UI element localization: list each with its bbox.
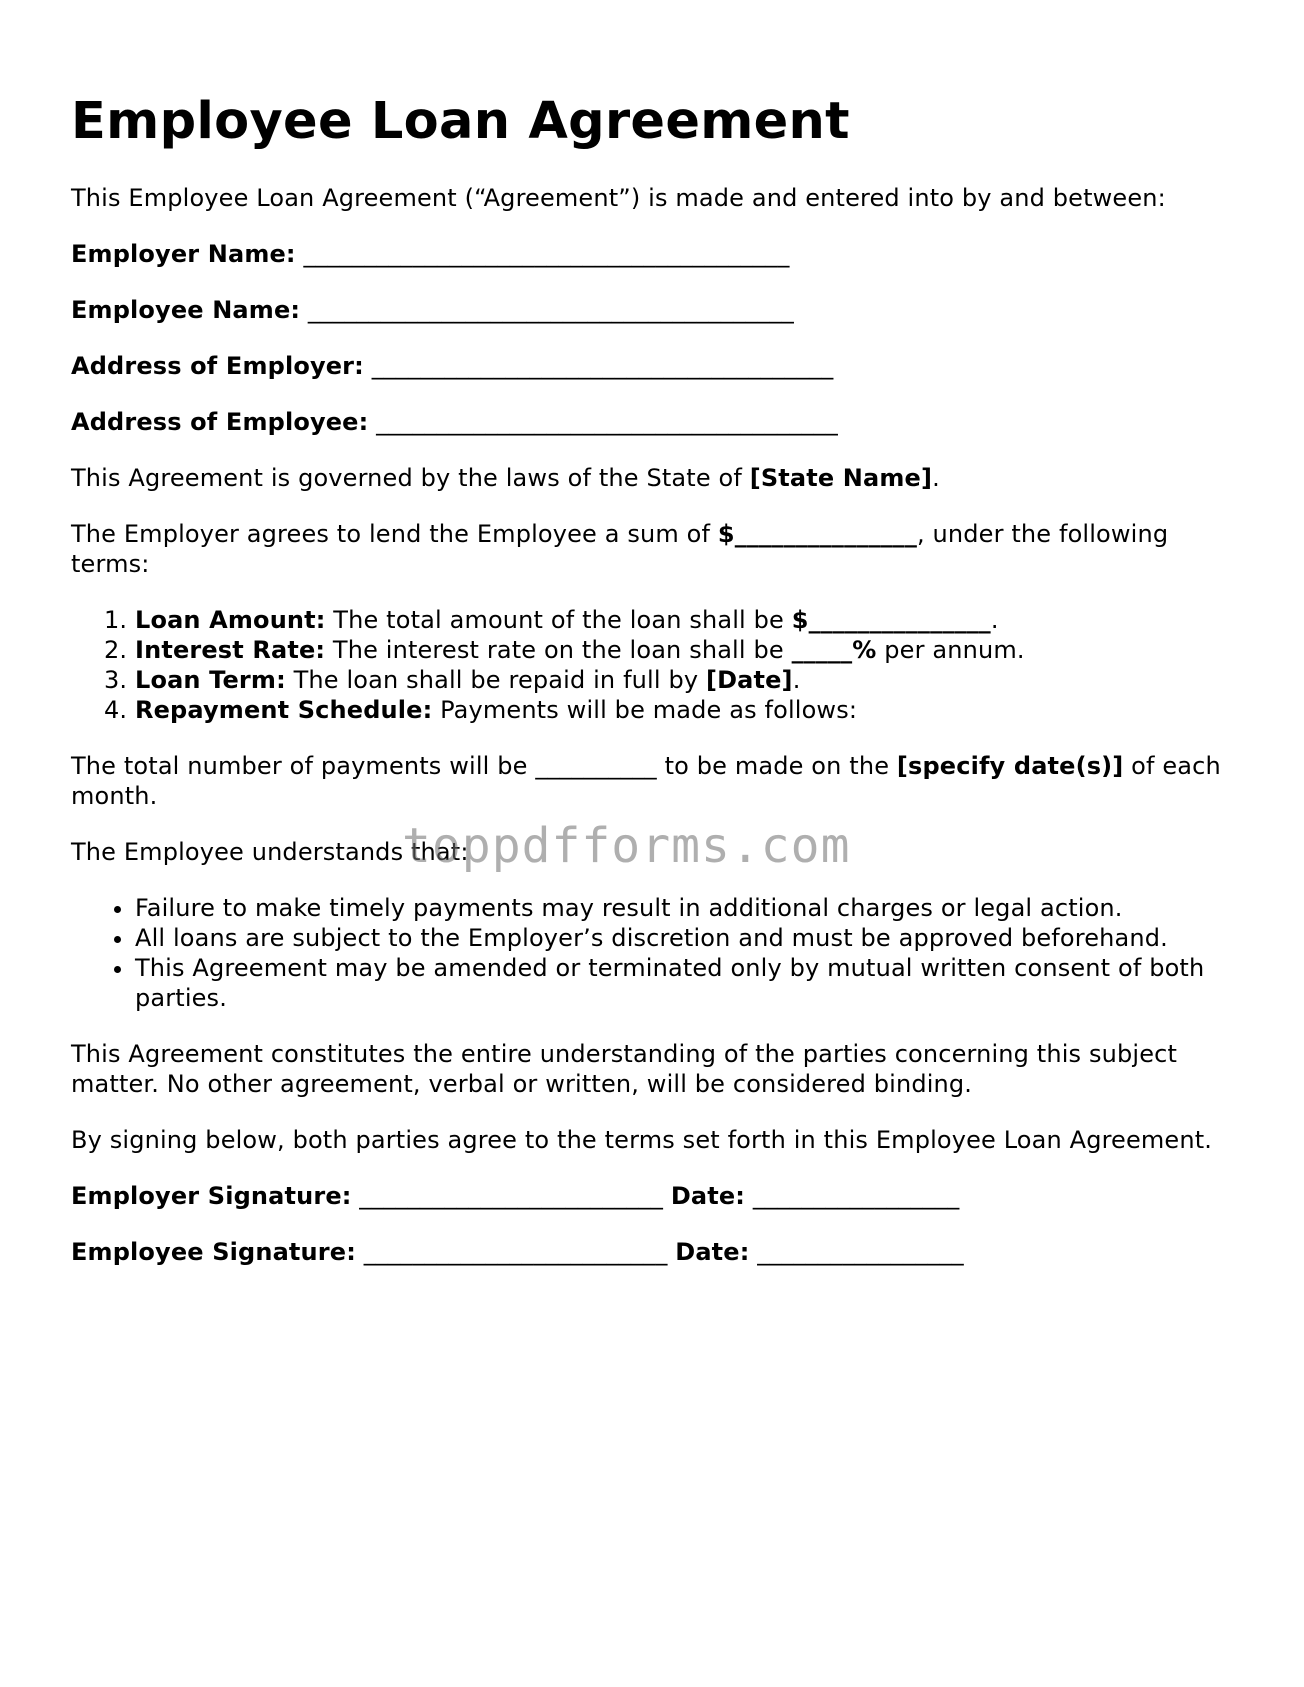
governing-end: . [932, 464, 940, 492]
employee-address-field [71, 407, 1241, 437]
list-item [135, 695, 1241, 725]
intro-paragraph: This Employee Loan Agreement (“Agreement”) is made and entered into by and between: [71, 184, 1166, 212]
governing-text: This Agreement is governed by the laws of the State of [71, 464, 750, 492]
employee-name-field [71, 295, 1241, 325]
payments-end: of each month. [71, 752, 1221, 810]
field-blank: ________________________________________ [303, 240, 790, 268]
entire-agreement-paragraph: This Agreement constitutes the entire understanding of the parties concerning this subject matter. No other agreement, verbal or written, will be considered binding. [71, 1040, 1178, 1098]
term-text: The total amount of the loan shall be [325, 606, 792, 634]
date-blank: _________________ [757, 1238, 964, 1266]
lend-amount: $_______________ [717, 520, 917, 548]
list-item: • This Agreement may be amended or terminated only by mutual written consent of both parties. [135, 953, 1241, 1013]
term-value: _____% [791, 636, 877, 664]
understanding-list [71, 893, 1241, 1013]
employee-signature-line [71, 1237, 1241, 1267]
field-label: Address of Employee: [71, 408, 369, 436]
term-end: . [792, 666, 801, 694]
term-label: Repayment Schedule: [135, 696, 433, 724]
term-label: Loan Term: [135, 666, 286, 694]
loan-terms-list [71, 605, 1241, 725]
term-text: The loan shall be repaid in full by [285, 666, 706, 694]
lend-text: The Employer agrees to lend the Employee a sum of [71, 520, 718, 548]
document-page [71, 92, 1241, 1293]
date-blank: _________________ [752, 1182, 960, 1210]
term-label: Loan Amount: [135, 606, 326, 634]
term-end: per annum. [876, 636, 1025, 664]
list-item [135, 635, 1241, 665]
field-label: Address of Employer: [71, 352, 364, 380]
employer-address-field [71, 351, 1241, 381]
lend-end: , under the following terms: [71, 520, 1169, 578]
list-item [135, 605, 1241, 635]
field-blank: ______________________________________ [376, 408, 838, 436]
field-blank: ________________________________________ [307, 296, 794, 324]
state-placeholder: [State Name] [749, 464, 933, 492]
employer-name-field [71, 239, 1241, 269]
date-label: Date: [670, 1182, 746, 1210]
date-label: Date: [675, 1238, 750, 1266]
payments-paragraph [71, 751, 1241, 811]
term-text: Payments will be made as follows: [432, 696, 858, 724]
watermark: toppdfforms.com [402, 818, 851, 874]
field-label: Employer Name: [71, 240, 296, 268]
term-label: Interest Rate: [135, 636, 326, 664]
list-item: • Failure to make timely payments may result in additional charges or legal action. [135, 893, 1241, 923]
list-item: • All loans are subject to the Employer’s discretion and must be approved beforehand. [135, 923, 1241, 953]
date-placeholder: [specify date(s)] [896, 752, 1124, 780]
field-blank: ______________________________________ [371, 352, 834, 380]
signing-paragraph: By signing below, both parties agree to the terms set forth in this Employee Loan Agreement. [71, 1126, 1213, 1154]
payments-text: The total number of payments will be __________ to be made on the [71, 752, 897, 780]
signature-blank: _________________________ [359, 1182, 664, 1210]
signature-blank: _________________________ [363, 1238, 668, 1266]
signature-label: Employee Signature: [71, 1238, 356, 1266]
understands-paragraph: The Employee understands that: [71, 838, 469, 866]
governing-law-paragraph [71, 463, 1241, 493]
term-text: The interest rate on the loan shall be [325, 636, 792, 664]
term-value: [Date] [705, 666, 793, 694]
signature-label: Employer Signature: [71, 1182, 352, 1210]
term-value: $_______________ [791, 606, 991, 634]
list-item [135, 665, 1241, 695]
page-title: Employee Loan Agreement [71, 92, 850, 151]
field-label: Employee Name: [71, 296, 301, 324]
employer-signature-line [71, 1181, 1241, 1211]
term-end: . [990, 606, 999, 634]
loan-sum-paragraph [71, 519, 1241, 579]
